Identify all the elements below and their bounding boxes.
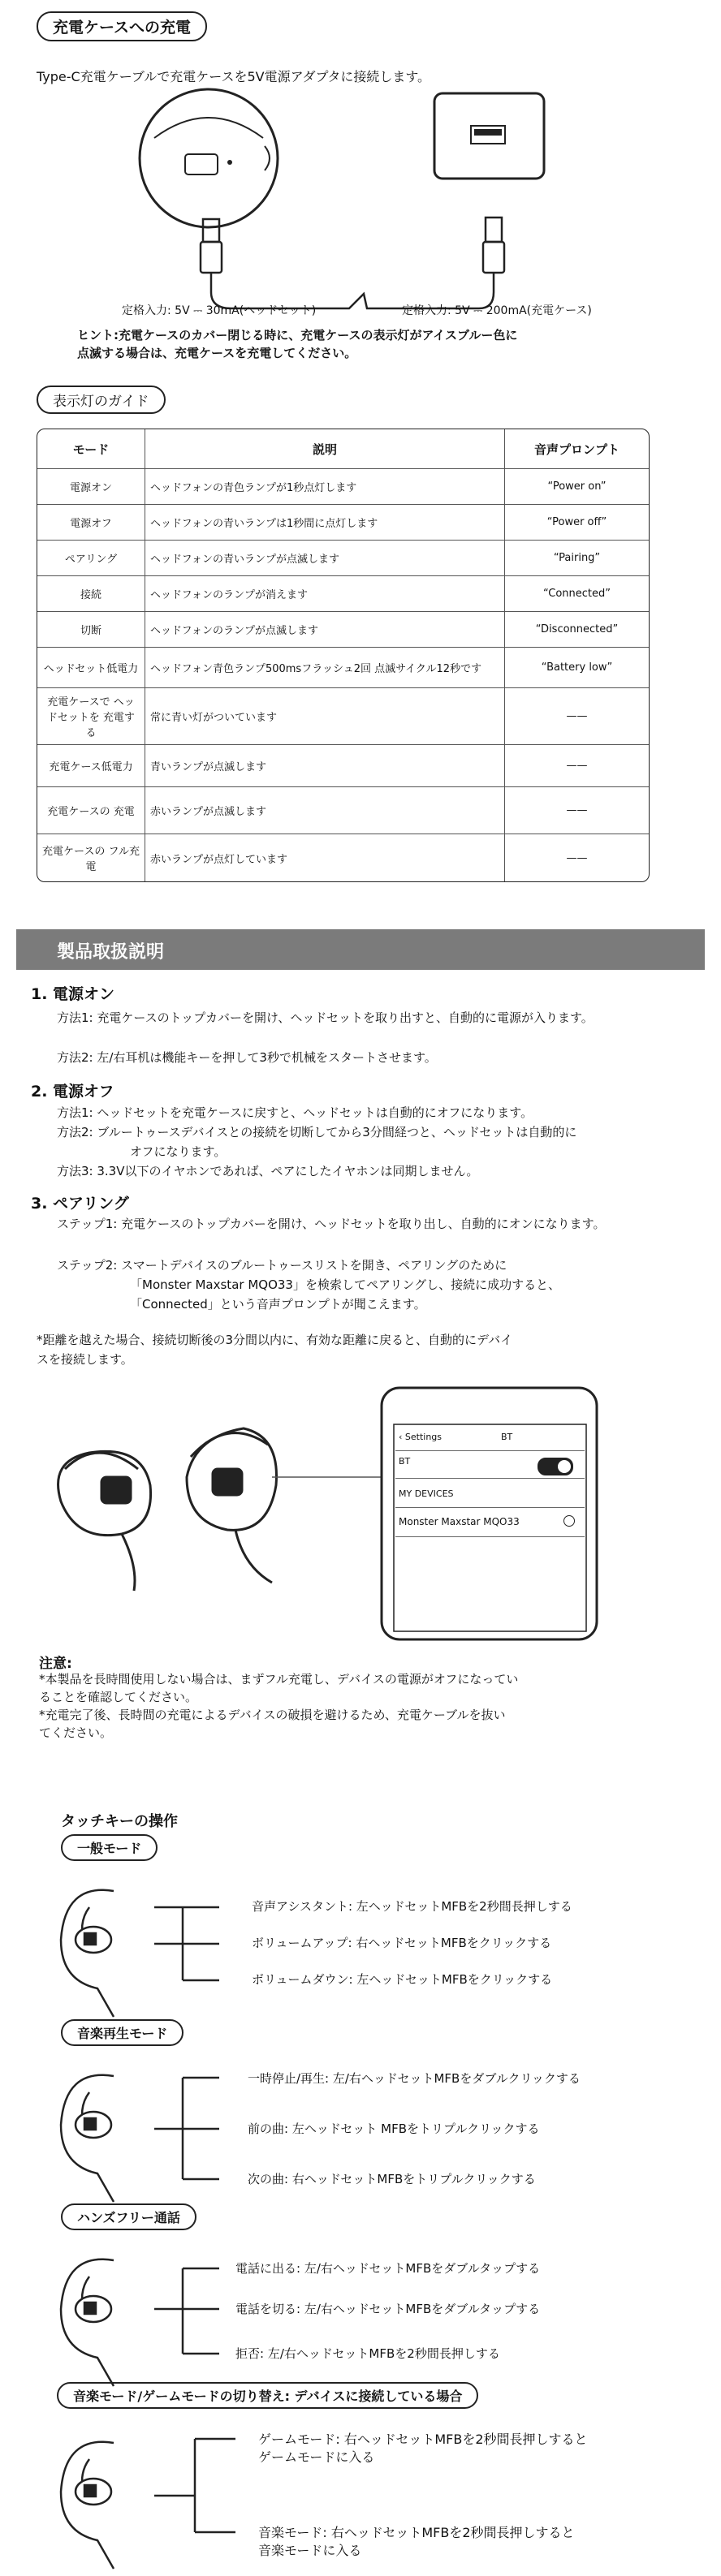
manual-band bbox=[16, 929, 705, 970]
power-on-method-2: 方法2: 左/右耳机は機能キーを押して3秒で机械をスタートさせます。 bbox=[57, 1050, 437, 1065]
charging-illustration bbox=[0, 81, 721, 325]
handsfree-item-2: 電話を切る: 左/右ヘッドセットMFBをダブルタップする bbox=[235, 2302, 541, 2316]
game-mode-line-1: ゲームモード: 右ヘッドセットMFBを2秒間長押しすると bbox=[258, 2432, 588, 2447]
general-item-1: 音声アシスタント: 左ヘッドセットMFBを2秒間長押しする bbox=[252, 1899, 572, 1914]
device-name: Monster Maxstar MQO33 bbox=[399, 1516, 520, 1527]
info-icon[interactable] bbox=[563, 1515, 575, 1527]
left-earbud-icon bbox=[58, 1451, 151, 1591]
pairing-step-1: ステップ1: 充電ケースのトップカバーを開け、ヘッドセットを取り出し、自動的にオンになります。 bbox=[57, 1217, 606, 1231]
row-desc: 赤いランプが点滅します bbox=[145, 787, 505, 834]
power-off-method-2: 方法2: ブルートゥースデバイスとの接続を切断してから3分間経つと、ヘッドセットは自動的に bbox=[57, 1125, 577, 1139]
row-prompt: —— bbox=[505, 787, 649, 834]
header-description: 説明 bbox=[145, 429, 505, 469]
row-prompt: —— bbox=[566, 851, 588, 864]
row-mode: 充電ケースで ヘッドセットを 充電する bbox=[37, 688, 145, 745]
row-desc: ヘッドフォンの青色ランプが1秒点灯します bbox=[145, 469, 505, 505]
section-power-off: 2. 電源オフ bbox=[31, 1083, 114, 1101]
ear-icon bbox=[61, 2075, 114, 2202]
row-desc: ヘッドフォン青色ランプ500msフラッシュ2回 点滅サイクル12秒です bbox=[145, 648, 505, 688]
phone-header-title: BT bbox=[501, 1432, 513, 1442]
row-desc: 常に青い灯がついています bbox=[145, 688, 505, 745]
switch-mode-label: 音楽モード/ゲームモードの切り替え: デバイスに接続している場合 bbox=[57, 2382, 478, 2409]
music-item-1: 一時停止/再生: 左/右ヘッドセットMFBをダブルクリックする bbox=[248, 2071, 581, 2086]
row-mode: ヘッドセット低電力 bbox=[37, 648, 145, 688]
power-off-method-2-cont: オフになります。 bbox=[130, 1144, 227, 1159]
row-prompt: —— bbox=[505, 745, 649, 787]
handsfree-item-1: 電話に出る: 左/右ヘッドセットMFBをダブルタップする bbox=[235, 2261, 541, 2276]
pairing-step-2-cont-1: 「Monster Maxstar MQO33」を検索してペアリングし、接続に成功すると、 bbox=[130, 1277, 561, 1292]
touch-diagrams bbox=[0, 1859, 721, 2576]
power-on-method-1: 方法1: 充電ケースのトップカバーを開け、ヘッドセットを取り出すと、自動的に電源が入ります。 bbox=[57, 1010, 594, 1025]
charging-instruction: Type-C充電ケーブルで充電ケースを5V電源アダプタに接続します。 bbox=[37, 69, 431, 84]
handsfree-item-3: 拒否: 左/右ヘッドセットMFBを2秒間長押しする bbox=[235, 2346, 500, 2361]
table-row bbox=[37, 648, 649, 688]
table-row bbox=[37, 834, 649, 881]
caution-line-3: *充電完了後、長時間の充電によるデバイスの破損を避けるため、充電ケーブルを抜い bbox=[39, 1708, 506, 1722]
rating-case: 定格入力: 5V ⎓ 200mA(充電ケース) bbox=[402, 304, 592, 317]
charging-case-icon bbox=[140, 89, 278, 227]
power-adapter-icon bbox=[434, 93, 544, 179]
header-voice-prompt: 音声プロンプト bbox=[505, 429, 649, 469]
row-prompt: “Pairing” bbox=[505, 541, 649, 576]
ear-icon bbox=[61, 2259, 114, 2386]
manual-title: 製品取扱説明 bbox=[57, 942, 165, 963]
table-row bbox=[37, 612, 649, 648]
distance-note-1: *距離を越えた場合、接続切断後の3分間以内に、有効な距離に戻ると、自動的にデバイ bbox=[37, 1333, 513, 1347]
header-mode: モード bbox=[37, 429, 145, 469]
table-row bbox=[37, 541, 649, 576]
row-mode: ペアリング bbox=[37, 541, 145, 576]
handsfree-mode-label: ハンズフリー通話 bbox=[61, 2203, 196, 2230]
touch-title: タッチキーの操作 bbox=[61, 1813, 178, 1830]
table-row bbox=[37, 745, 649, 787]
music-mode-label: 音楽再生モード bbox=[61, 2019, 183, 2046]
row-desc: ヘッドフォンの青いランプは1秒間に点灯します bbox=[145, 505, 505, 541]
table-row bbox=[37, 787, 649, 834]
row-desc: 青いランプが点滅します bbox=[145, 745, 505, 787]
rating-headset: 定格入力: 5V ⎓ 30mA(ヘッドセット) bbox=[122, 304, 317, 317]
table-header-row bbox=[37, 429, 649, 469]
guide-title: 表示灯のガイド bbox=[37, 386, 166, 414]
ear-icon bbox=[61, 2442, 114, 2569]
row-prompt: “Power off” bbox=[505, 505, 649, 541]
bt-toggle-switch[interactable] bbox=[538, 1458, 573, 1475]
row-desc: ヘッドフォンのランプが点滅します bbox=[145, 612, 505, 648]
music-item-2: 前の曲: 左ヘッドセット MFBをトリプルクリックする bbox=[248, 2122, 540, 2136]
pairing-illustration bbox=[0, 1380, 721, 1648]
row-prompt: “Battery low” bbox=[505, 648, 649, 688]
pairing-step-2-cont-2: 「Connected」という音声プロンプトが聞こえます。 bbox=[130, 1297, 426, 1312]
general-item-2: ボリュームアップ: 右ヘッドセットMFBをクリックする bbox=[252, 1936, 552, 1950]
row-mode: 充電ケースの フル充電 bbox=[37, 834, 145, 881]
bt-toggle-row bbox=[395, 1451, 585, 1479]
music-mode-line-2: 音楽モードに入る bbox=[258, 2543, 362, 2558]
row-mode: 電源オン bbox=[37, 469, 145, 505]
music-mode-line-1: 音楽モード: 右ヘッドセットMFBを2秒間長押しすると bbox=[258, 2525, 575, 2540]
ear-icon bbox=[61, 1890, 114, 2017]
row-prompt: “Power on” bbox=[505, 469, 649, 505]
phone-device-row[interactable] bbox=[395, 1508, 585, 1537]
row-mode: 接続 bbox=[37, 576, 145, 612]
phone-header bbox=[395, 1427, 585, 1451]
pairing-step-2: ステップ2: スマートデバイスのブルートゥースリストを開き、ペアリングのために bbox=[57, 1258, 507, 1273]
charging-title: 充電ケースへの充電 bbox=[37, 11, 207, 41]
general-mode-label: 一般モード bbox=[61, 1834, 158, 1861]
section-pairing: 3. ペアリング bbox=[31, 1195, 129, 1213]
row-prompt: “Connected” bbox=[505, 576, 649, 612]
power-off-method-1: 方法1: ヘッドセットを充電ケースに戻すと、ヘッドセットは自動的にオフになります。 bbox=[57, 1105, 533, 1120]
hint-line-1: ヒント:充電ケースのカバー閉じる時に、充電ケースの表示灯がアイスブルー色に bbox=[77, 328, 518, 342]
table-row bbox=[37, 688, 649, 745]
caution-line-2: ることを確認してください。 bbox=[39, 1690, 198, 1704]
usb-cable-icon bbox=[201, 218, 504, 308]
indicator-table bbox=[37, 429, 650, 882]
distance-note-2: スを接続します。 bbox=[37, 1352, 133, 1367]
bt-label: BT bbox=[399, 1456, 411, 1467]
power-off-method-3: 方法3: 3.3V以下のイヤホンであれば、ペアにしたイヤホンは同期しません。 bbox=[57, 1164, 479, 1178]
row-mode: 切断 bbox=[37, 612, 145, 648]
row-prompt: —— bbox=[505, 688, 649, 745]
table-row bbox=[37, 469, 649, 505]
game-mode-line-2: ゲームモードに入る bbox=[258, 2449, 375, 2465]
table-row bbox=[37, 505, 649, 541]
row-mode: 充電ケース低電力 bbox=[37, 745, 145, 787]
music-item-3: 次の曲: 右ヘッドセットMFBをトリプルクリックする bbox=[248, 2172, 536, 2186]
general-item-3: ボリュームダウン: 左ヘッドセットMFBをクリックする bbox=[252, 1972, 553, 1987]
table-row bbox=[37, 576, 649, 612]
row-desc: ヘッドフォンの青いランプが点滅します bbox=[145, 541, 505, 576]
back-settings-link[interactable]: ‹ Settings bbox=[399, 1432, 443, 1442]
hint-line-2: 点滅する場合は、充電ケースを充電してください。 bbox=[77, 346, 357, 360]
caution-line-1: *本製品を長時間使用しない場合は、まずフル充電し、デバイスの電源がオフになってい bbox=[39, 1672, 519, 1686]
caution-title: 注意: bbox=[39, 1656, 72, 1672]
caution-line-4: てください。 bbox=[39, 1725, 113, 1740]
row-desc: 赤いランプが点灯しています bbox=[145, 834, 505, 881]
section-power-on: 1. 電源オン bbox=[31, 985, 115, 1003]
phone-section-header: MY DEVICES bbox=[395, 1479, 585, 1508]
row-desc: ヘッドフォンのランプが消えます bbox=[145, 576, 505, 612]
row-mode: 電源オフ bbox=[37, 505, 145, 541]
row-mode: 充電ケースの 充電 bbox=[37, 787, 145, 834]
right-earbud-icon bbox=[187, 1428, 277, 1583]
row-prompt: “Disconnected” bbox=[505, 612, 649, 648]
